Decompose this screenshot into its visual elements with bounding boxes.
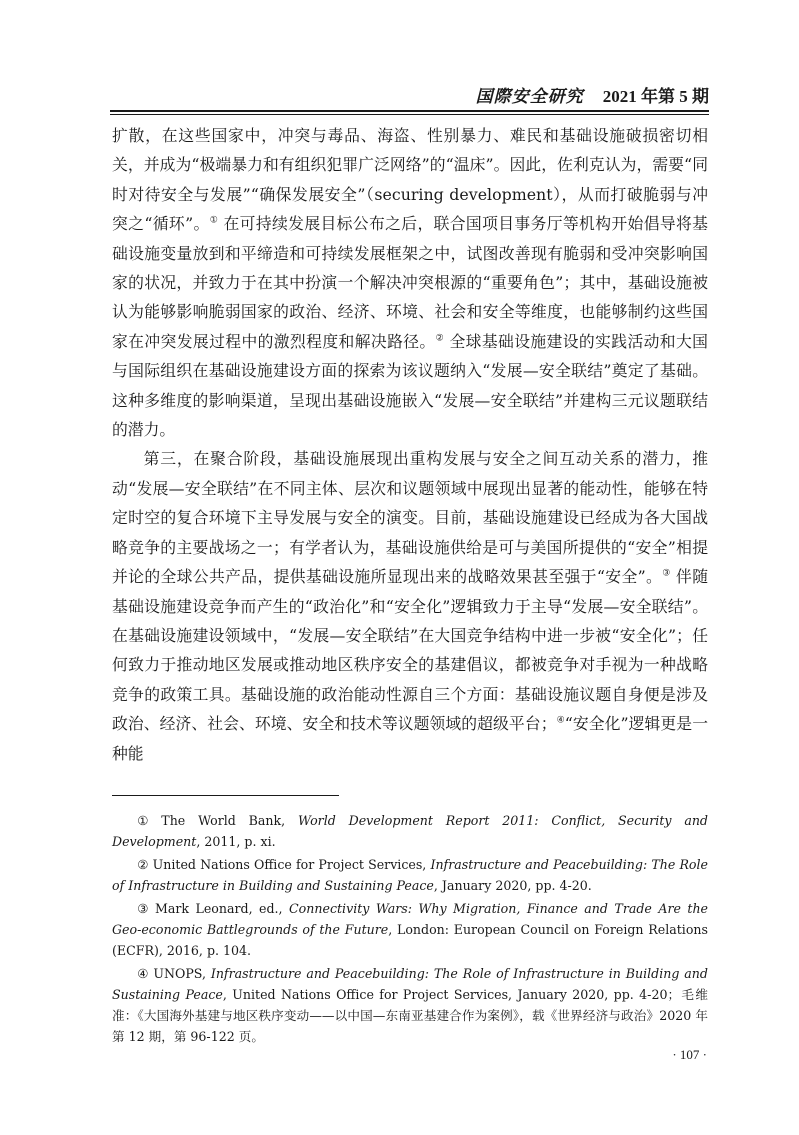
footnote-ref-2: ② <box>435 333 445 344</box>
page-number: · 107 · <box>672 1047 707 1062</box>
footnote-3-pre: Mark Leonard, ed., <box>154 901 290 916</box>
header-rule-thin <box>110 114 709 115</box>
footnote-4-title: Infrastructure and Peacebuilding: The Role of Infrastructure in Building and Sustaining Peace <box>112 966 708 1002</box>
paragraph-1-part-c: 全球基础设施建设的实践活动和大国与国际组织在基础设施建设方面的探索为该议题纳入“发展—安全联结”奠定了基础。这种多维度的影响渠道，呈现出基础设施嵌入“发展—安全联结”并建构三元议题联结的潜力。 <box>112 331 708 440</box>
footnote-2-pre: United Nations Office for Project Services, <box>152 857 431 872</box>
paragraph-1-part-b: 在可持续发展目标公布之后，联合国项目事务厅等机构开始倡导将基础设施变量放到和平缔造和可持续发展框架之中，试图改善现有脆弱和受冲突影响国家的状况，并致力于在其中扮演一个解决冲突根源的“重要角色”；其中，基础设施被认为能够影响脆弱国家的政治、经济、环境、社会和安全等维度，也能够制约这些国家在冲突发展过程中的激烈程度和解决路径。 <box>112 214 708 351</box>
issue-label: 2021 年第 5 期 <box>602 87 709 106</box>
journal-name: 国際安全研究 <box>475 87 584 107</box>
footnote-4-number: ④ <box>137 966 150 981</box>
footnote-3 <box>112 898 708 961</box>
footnote-1-title: World Development Report 2011: Conflict, Security and Development <box>112 813 708 849</box>
footnote-2-title: Infrastructure and Peacebuilding: The Role of Infrastructure in Building and Sustaining Peace <box>112 857 708 893</box>
footnote-2-post: , January 2020, pp. 4-20. <box>433 878 592 893</box>
main-text <box>112 121 708 768</box>
paragraph-2-part-c: “安全化”逻辑更是一种能 <box>112 714 708 763</box>
header-rule <box>110 110 709 112</box>
footnote-4 <box>112 963 708 1047</box>
paragraph-1-part-a: 扩散，在这些国家中，冲突与毒品、海盗、性别暴力、难民和基础设施破损密切相关，并成为“极端暴力和有组织犯罪广泛网络”的“温床”。因此，佐利克认为，需要“同时对待安全与发展”“确保发展安全”（securing development），从而打破脆弱与冲突之“循环”。 <box>112 126 708 234</box>
footnote-1 <box>112 810 708 852</box>
footnotes <box>112 810 708 1049</box>
footnote-3-number: ③ <box>137 901 151 916</box>
footnote-2 <box>112 854 708 896</box>
footnote-3-post: , London: European Council on Foreign Relations (ECFR), 2016, p. 104. <box>112 922 708 958</box>
footnote-1-pre: The World Bank, <box>161 813 298 828</box>
paragraph-2-part-a: 第三，在聚合阶段，基础设施展现出重构发展与安全之间互动关系的潜力，推动“发展—安全联结”在不同主体、层次和议题领域中展现出显著的能动性，能够在特定时空的复合环境下主导发展与安全的演变。目前，基础设施建设已经成为各大国战略竞争的主要战场之一；有学者认为，基础设施供给是可与美国所提供的“安全”相提并论的全球公共产品，提供基础设施所显现出来的战略效果甚至强于“安全”。 <box>112 449 708 587</box>
footnote-ref-3: ③ <box>662 568 671 579</box>
footnote-ref-1: ① <box>209 215 219 226</box>
footnote-4-pre: UNOPS, <box>153 966 211 981</box>
footnote-2-number: ② <box>137 857 149 872</box>
footnote-3-title: Connectivity Wars: Why Migration, Finance and Trade Are the Geo-economic Battlegrounds of the Future <box>112 901 709 937</box>
footnote-rule <box>112 795 339 796</box>
footnote-ref-4: ④ <box>556 715 565 726</box>
paragraph-2 <box>112 444 708 767</box>
running-header <box>110 82 709 108</box>
footnote-1-post: , 2011, p. xi. <box>196 834 276 849</box>
paragraph-2-part-b: 伴随基础设施建设竞争而产生的“政治化”和“安全化”逻辑致力于主导“发展—安全联结”。在基础设施建设领域中，“发展—安全联结”在大国竞争结构中进一步被“安全化”；任何致力于推动地区发展或推动地区秩序安全的基建倡议，都被竞争对手视为一种战略竞争的政策工具。基础设施的政治能动性源自三个方面：基础设施议题自身便是涉及政治、经济、社会、环境、安全和技术等议题领域的超级平台； <box>112 567 708 734</box>
footnote-1-number: ① <box>137 813 158 828</box>
footnote-4-post: , United Nations Office for Project Services, January 2020, pp. 4-20；毛维准：《大国海外基建与地区秩序变动——以中国—东南亚基建合作为案例》，载《世界经济与政治》2020 年第 12 期，第 96-122 页。 <box>112 987 708 1044</box>
paragraph-1 <box>112 121 708 444</box>
